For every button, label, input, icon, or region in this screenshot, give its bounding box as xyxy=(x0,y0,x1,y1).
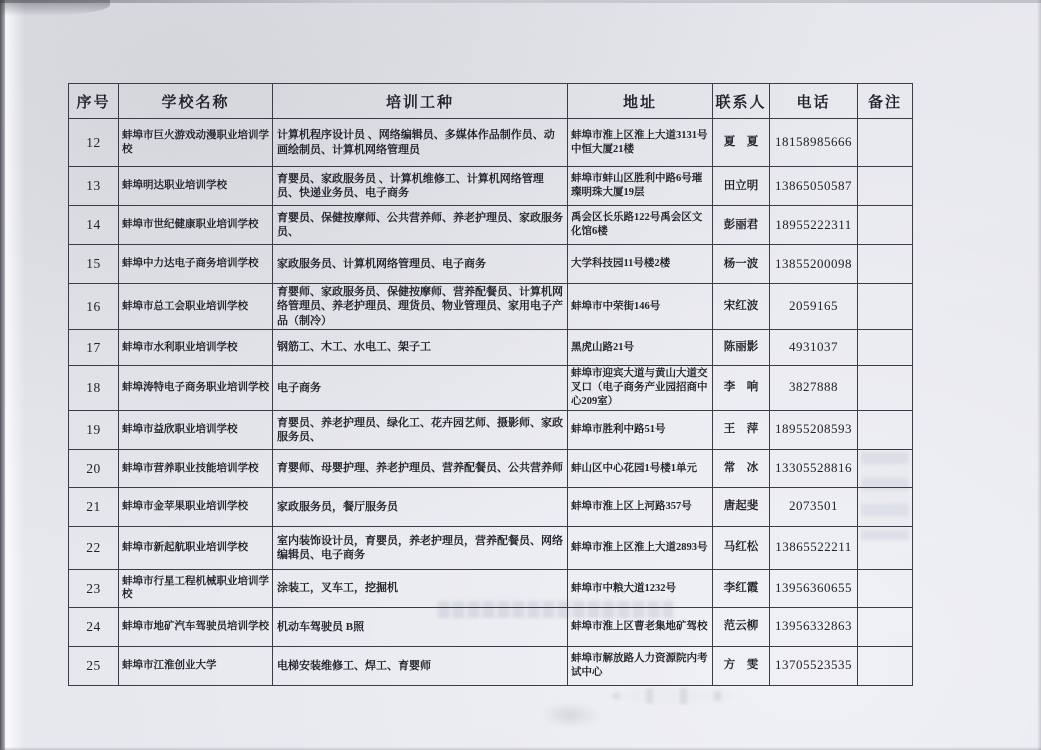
cell-address: 蚌埠市胜利中路51号 xyxy=(568,410,713,449)
table-row xyxy=(69,365,913,410)
cell-remark xyxy=(858,487,913,526)
table-row xyxy=(69,284,913,330)
cell-school-name: 蚌埠涛特电子商务职业培训学校 xyxy=(119,365,273,410)
scan-top-edge-shadow xyxy=(0,0,1041,3)
cell-contact-person: 李 响 xyxy=(713,365,770,410)
cell-phone-number: 13865050587 xyxy=(770,167,858,206)
cell-address: 蚌埠市迎宾大道与黄山大道交叉口（电子商务产业园招商中心209室） xyxy=(568,365,713,410)
cell-address: 蚌埠市淮上区淮上大道3131号中恒大厦21楼 xyxy=(568,119,713,167)
cell-training-trades: 育婴员、养老护理员、绿化工、花卉园艺师、摄影师、家政服务员、 xyxy=(273,410,568,449)
cell-contact-person: 范云柳 xyxy=(713,607,770,646)
cell-remark xyxy=(858,206,913,245)
cell-contact-person: 马红松 xyxy=(713,526,770,569)
table-row xyxy=(69,607,913,646)
header-phone: 电话 xyxy=(770,84,858,119)
table-row xyxy=(69,449,913,487)
cell-phone-number: 3827888 xyxy=(770,365,858,410)
table-row xyxy=(69,206,913,245)
cell-training-trades: 电梯安装维修工、焊工、育婴师 xyxy=(273,646,568,685)
cell-contact-person: 杨一波 xyxy=(713,245,770,284)
table-row xyxy=(69,569,913,607)
cell-contact-person: 李红霞 xyxy=(713,569,770,607)
scan-right-edge-shadow xyxy=(1037,0,1041,750)
cell-contact-person: 王 萍 xyxy=(713,410,770,449)
cell-phone-number: 13855200098 xyxy=(770,245,858,284)
cell-training-trades: 育婴员、保健按摩师、公共营养师、养老护理员、家政服务员、 xyxy=(273,206,568,245)
cell-remark xyxy=(858,526,913,569)
cell-phone-number: 13705523535 xyxy=(770,646,858,685)
cell-serial-number: 23 xyxy=(69,569,119,607)
cell-serial-number: 24 xyxy=(69,607,119,646)
cell-school-name: 蚌埠市水利职业培训学校 xyxy=(119,329,273,365)
cell-remark xyxy=(858,607,913,646)
cell-training-trades: 家政服务员，餐厅服务员 xyxy=(273,487,568,526)
header-row xyxy=(69,84,913,119)
table-row xyxy=(69,410,913,449)
table-row xyxy=(69,245,913,284)
cell-serial-number: 20 xyxy=(69,449,119,487)
cell-address: 蚌埠市淮上区淮上大道2893号 xyxy=(568,526,713,569)
cell-training-trades: 育婴师、家政服务员、保健按摩师、营养配餐员、计算机网络管理员、养老护理员、理货员、物业管理员、家用电子产品（制冷） xyxy=(273,284,568,330)
cell-serial-number: 13 xyxy=(69,167,119,206)
cell-contact-person: 田立明 xyxy=(713,167,770,206)
cell-contact-person: 方 雯 xyxy=(713,646,770,685)
cell-phone-number: 18158985666 xyxy=(770,119,858,167)
cell-remark xyxy=(858,245,913,284)
bleedthrough-smudge xyxy=(612,688,732,704)
cell-address: 蚌埠市淮上区曹老集地矿驾校 xyxy=(568,607,713,646)
cell-school-name: 蚌埠市行星工程机械职业培训学校 xyxy=(119,569,273,607)
cell-serial-number: 16 xyxy=(69,284,119,330)
cell-remark xyxy=(858,646,913,685)
cell-remark xyxy=(858,365,913,410)
header-address: 地址 xyxy=(568,84,713,119)
header-contact-person: 联系人 xyxy=(713,84,770,119)
cell-contact-person: 唐起斐 xyxy=(713,487,770,526)
cell-school-name: 蚌埠市江淮创业大学 xyxy=(119,646,273,685)
header-training-trades: 培训工种 xyxy=(273,84,568,119)
cell-remark xyxy=(858,167,913,206)
cell-remark xyxy=(858,569,913,607)
cell-school-name: 蚌埠市新起航职业培训学校 xyxy=(119,526,273,569)
cell-school-name: 蚌埠市营养职业技能培训学校 xyxy=(119,449,273,487)
table-row xyxy=(69,119,913,167)
cell-serial-number: 17 xyxy=(69,329,119,365)
cell-serial-number: 22 xyxy=(69,526,119,569)
table-row xyxy=(69,329,913,365)
cell-school-name: 蚌埠中力达电子商务培训学校 xyxy=(119,245,273,284)
bleedthrough-smudge xyxy=(540,702,600,728)
cell-address: 蚌埠市蚌山区胜利中路6号璀璨明珠大厦19层 xyxy=(568,167,713,206)
cell-phone-number: 4931037 xyxy=(770,329,858,365)
cell-contact-person: 陈丽影 xyxy=(713,329,770,365)
cell-phone-number: 13305528816 xyxy=(770,449,858,487)
table-row xyxy=(69,167,913,206)
cell-training-trades: 室内装饰设计员，育婴员，养老护理员，营养配餐员、网络编辑员、电子商务 xyxy=(273,526,568,569)
header-serial-number: 序号 xyxy=(69,84,119,119)
cell-remark xyxy=(858,284,913,330)
cell-phone-number: 13865522211 xyxy=(770,526,858,569)
cell-address: 蚌埠市中荣街146号 xyxy=(568,284,713,330)
cell-serial-number: 15 xyxy=(69,245,119,284)
cell-serial-number: 12 xyxy=(69,119,119,167)
cell-school-name: 蚌埠市世纪健康职业培训学校 xyxy=(119,206,273,245)
cell-training-trades: 家政服务员、计算机网络管理员、电子商务 xyxy=(273,245,568,284)
cell-contact-person: 夏 夏 xyxy=(713,119,770,167)
cell-school-name: 蚌埠市金苹果职业培训学校 xyxy=(119,487,273,526)
training-schools-table xyxy=(68,83,913,686)
table-row xyxy=(69,646,913,685)
cell-address: 黑虎山路21号 xyxy=(568,329,713,365)
cell-contact-person: 宋红波 xyxy=(713,284,770,330)
cell-school-name: 蚌埠市总工会职业培训学校 xyxy=(119,284,273,330)
cell-serial-number: 14 xyxy=(69,206,119,245)
cell-phone-number: 2073501 xyxy=(770,487,858,526)
cell-training-trades: 电子商务 xyxy=(273,365,568,410)
cell-serial-number: 25 xyxy=(69,646,119,685)
cell-address: 蚌埠市中粮大道1232号 xyxy=(568,569,713,607)
cell-serial-number: 21 xyxy=(69,487,119,526)
header-school-name: 学校名称 xyxy=(119,84,273,119)
cell-training-trades: 机动车驾驶员 B照 xyxy=(273,607,568,646)
header-remark: 备注 xyxy=(858,84,913,119)
cell-remark xyxy=(858,329,913,365)
cell-contact-person: 常 冰 xyxy=(713,449,770,487)
cell-serial-number: 19 xyxy=(69,410,119,449)
table-row xyxy=(69,487,913,526)
cell-training-trades: 育婴员、家政服务员 、计算机维修工、计算机网络管理员、快递业务员、电子商务 xyxy=(273,167,568,206)
cell-contact-person: 彭丽君 xyxy=(713,206,770,245)
cell-training-trades: 涂装工，叉车工，挖掘机 xyxy=(273,569,568,607)
cell-phone-number: 18955222311 xyxy=(770,206,858,245)
cell-address: 蚌山区中心花园1号楼1单元 xyxy=(568,449,713,487)
cell-remark xyxy=(858,410,913,449)
cell-address: 禹会区长乐路122号禹会区文化馆6楼 xyxy=(568,206,713,245)
cell-phone-number: 13956332863 xyxy=(770,607,858,646)
cell-phone-number: 13956360655 xyxy=(770,569,858,607)
cell-address: 蚌埠市淮上区上河路357号 xyxy=(568,487,713,526)
table-row xyxy=(69,526,913,569)
cell-training-trades: 计算机程序设计员 、网络编辑员、多媒体作品制作员、动画绘制员、计算机网络管理员 xyxy=(273,119,568,167)
cell-phone-number: 2059165 xyxy=(770,284,858,330)
cell-school-name: 蚌埠明达职业培训学校 xyxy=(119,167,273,206)
cell-remark xyxy=(858,449,913,487)
cell-serial-number: 18 xyxy=(69,365,119,410)
paper-curl-highlight xyxy=(5,0,25,750)
cell-training-trades: 育婴师、母婴护理、养老护理员、营养配餐员、公共营养师 xyxy=(273,449,568,487)
cell-training-trades: 钢筋工、木工、水电工、架子工 xyxy=(273,329,568,365)
cell-remark xyxy=(858,119,913,167)
cell-school-name: 蚌埠市益欣职业培训学校 xyxy=(119,410,273,449)
cell-school-name: 蚌埠市巨火游戏动漫职业培训学校 xyxy=(119,119,273,167)
cell-school-name: 蚌埠市地矿汽车驾驶员培训学校 xyxy=(119,607,273,646)
cell-address: 蚌埠市解放路人力资源院内考试中心 xyxy=(568,646,713,685)
cell-address: 大学科技园11号楼2楼 xyxy=(568,245,713,284)
cell-phone-number: 18955208593 xyxy=(770,410,858,449)
